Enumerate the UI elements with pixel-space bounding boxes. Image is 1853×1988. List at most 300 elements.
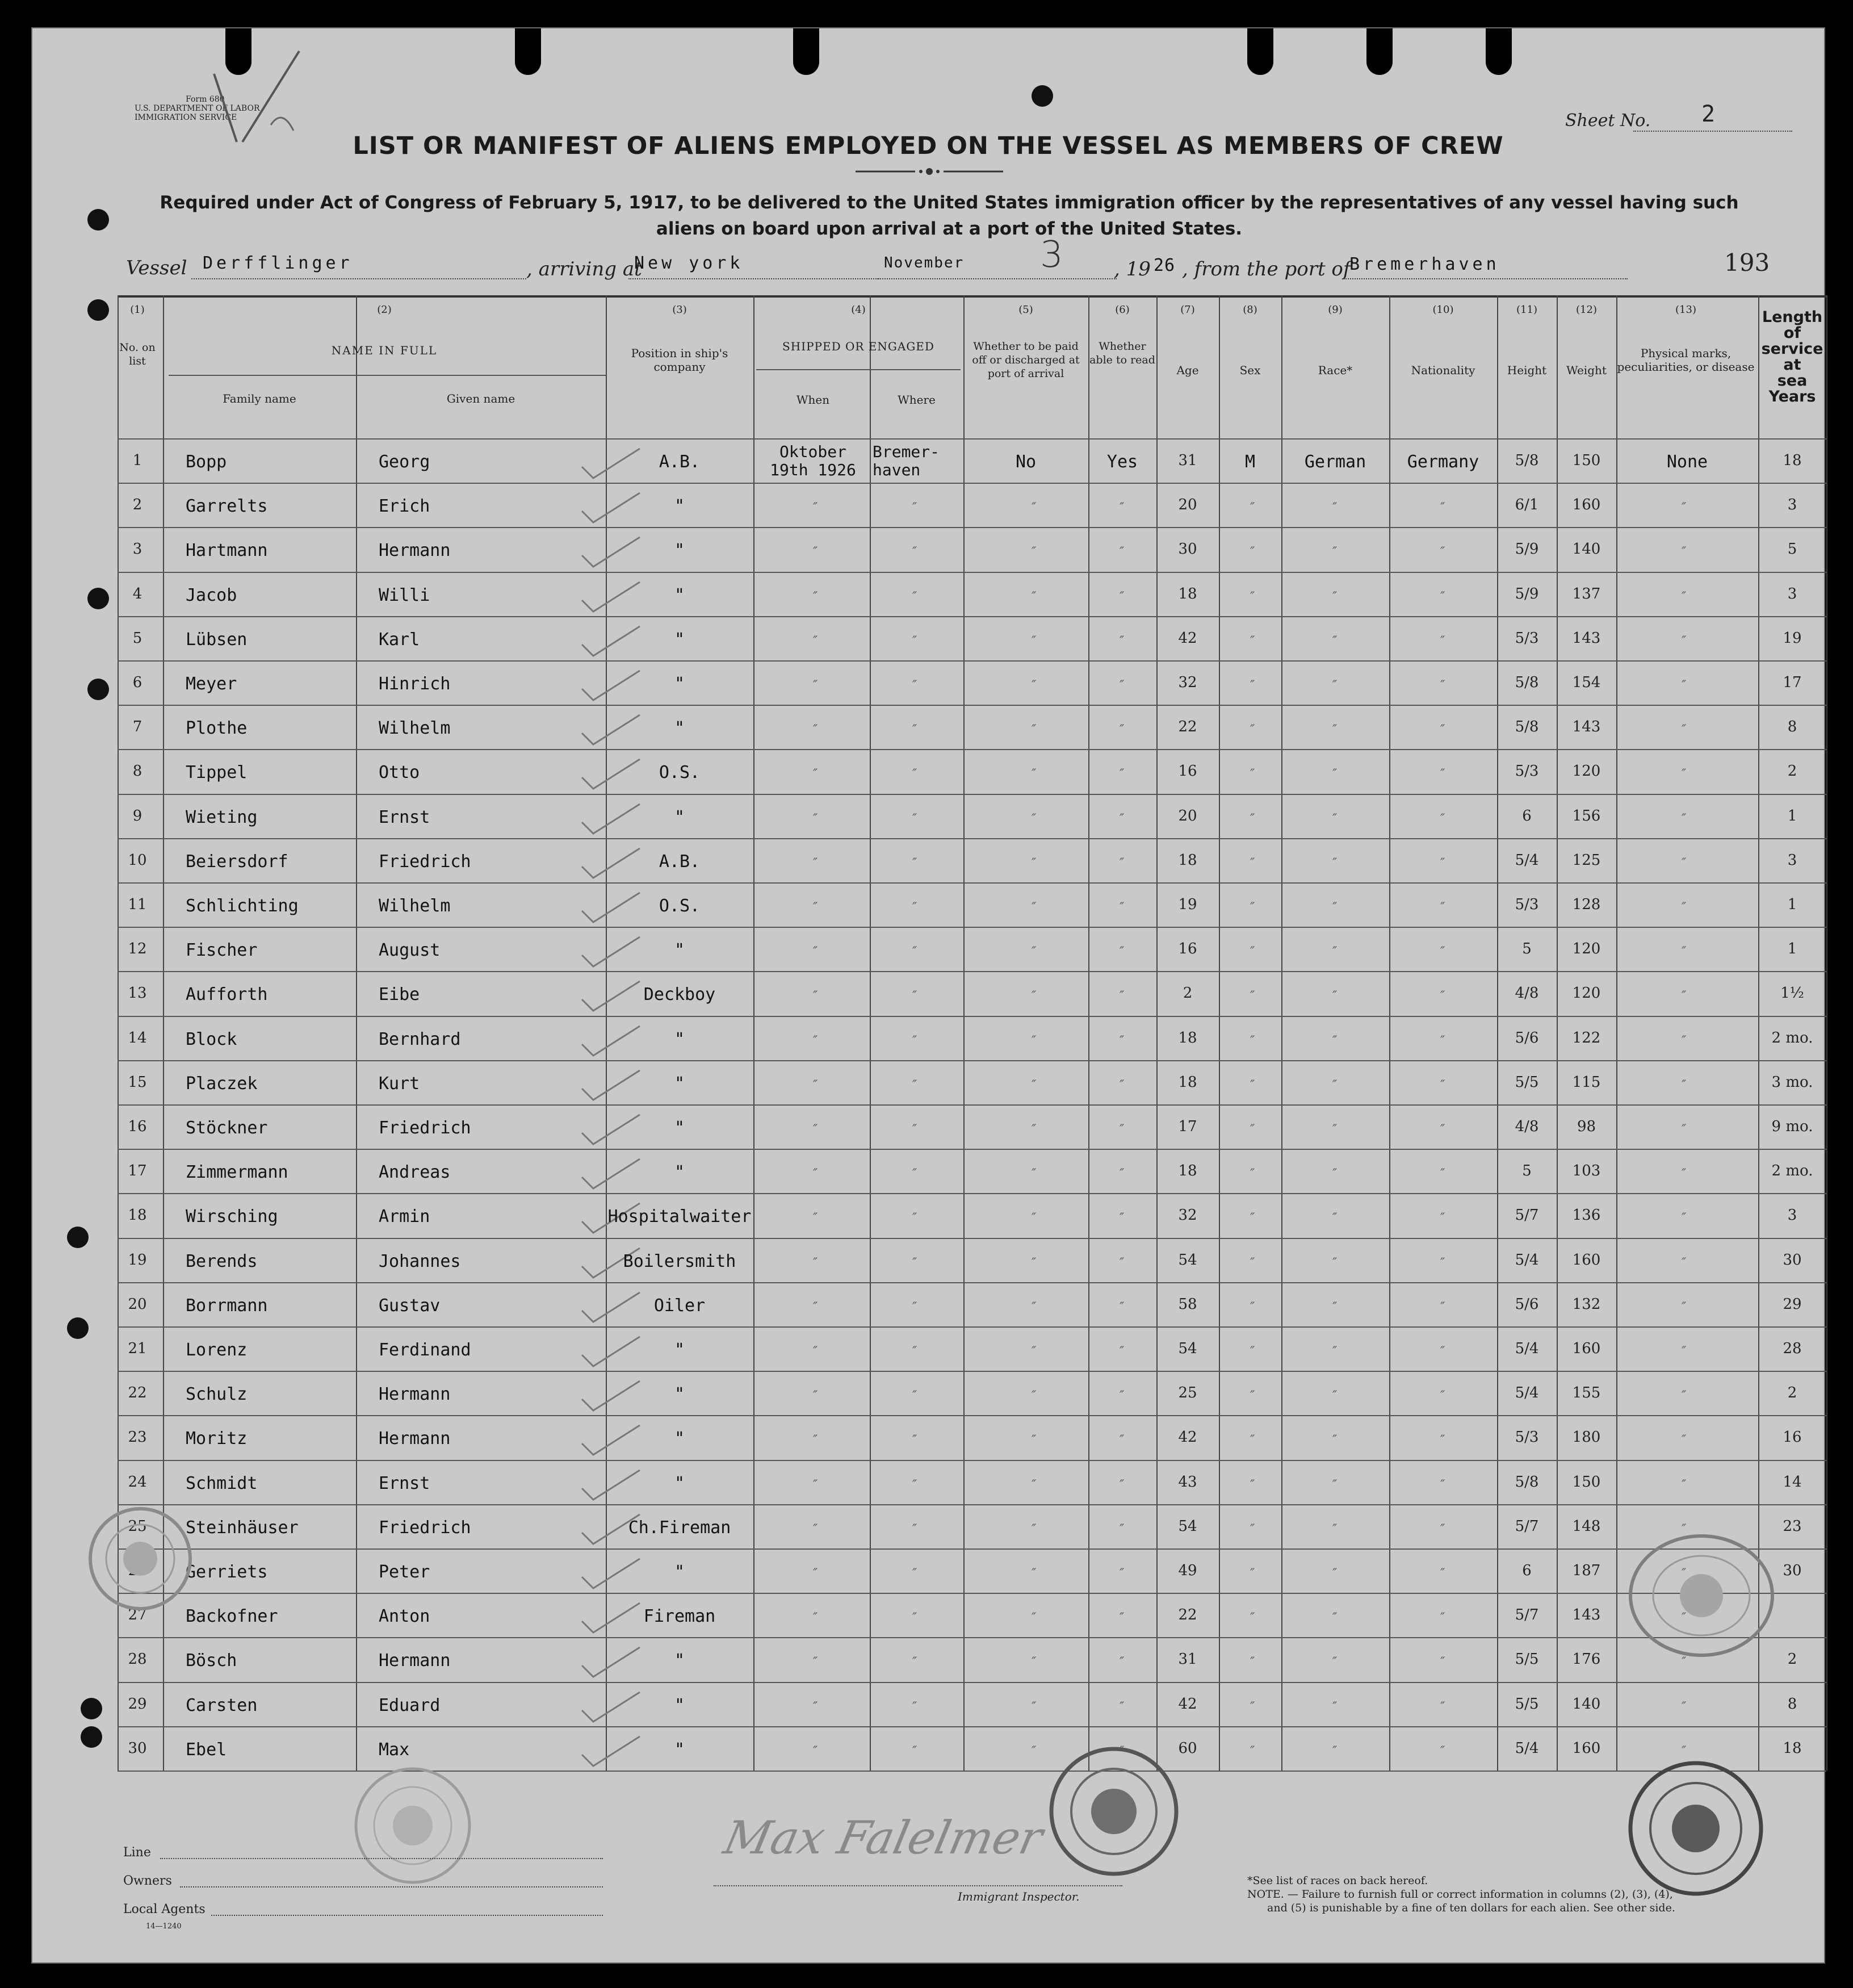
ditto-mark: ″ xyxy=(1682,1389,1687,1404)
ditto-mark: ″ xyxy=(1250,1522,1255,1537)
row-age: 49 xyxy=(1178,1562,1197,1579)
binder-notch xyxy=(1486,28,1512,75)
ditto-mark: ″ xyxy=(912,989,917,1004)
ditto-mark: ″ xyxy=(1032,1389,1037,1404)
row-height: 5/5 xyxy=(1515,1073,1539,1091)
ditto-mark: ″ xyxy=(1120,1389,1125,1404)
sheet-number: 2 xyxy=(1701,101,1716,127)
ditto-mark: ″ xyxy=(1032,767,1037,782)
col8-number: (8) xyxy=(1243,304,1257,316)
ditto-mark: ″ xyxy=(813,1033,818,1048)
header-age: Age xyxy=(1176,363,1199,377)
arriving-label: , arriving at xyxy=(526,258,642,281)
row-given: Friedrich xyxy=(379,1517,471,1538)
row-position: " xyxy=(674,807,685,827)
row-age: 22 xyxy=(1178,1606,1197,1624)
row-height: 5/4 xyxy=(1515,1739,1539,1757)
signature-line xyxy=(714,1885,1122,1886)
row-weight: 115 xyxy=(1572,1073,1601,1091)
ditto-mark: ″ xyxy=(1250,856,1255,870)
header-length-of-service: Length of service at sea Years xyxy=(1761,308,1823,405)
row-when: Oktober 19th 1926 xyxy=(770,442,856,479)
ditto-mark: ″ xyxy=(1032,1478,1037,1492)
row-given: Eibe xyxy=(379,985,420,1005)
row-height: 4/8 xyxy=(1515,985,1539,1002)
ditto-mark: ″ xyxy=(1032,501,1037,516)
punch-hole xyxy=(87,299,109,321)
row-weight: 122 xyxy=(1572,1029,1601,1047)
row-weight: 160 xyxy=(1572,496,1601,514)
punch-hole xyxy=(87,588,109,609)
ditto-mark: ″ xyxy=(1120,545,1125,560)
row-age: 18 xyxy=(1178,585,1197,602)
row-family: Bösch xyxy=(186,1651,237,1671)
ditto-mark: ″ xyxy=(1250,1033,1255,1048)
binder-notch xyxy=(515,28,541,75)
row-position: " xyxy=(674,1739,685,1760)
row-no: 22 xyxy=(128,1384,147,1402)
ditto-mark: ″ xyxy=(1032,1300,1037,1315)
ditto-mark: ″ xyxy=(1032,1033,1037,1048)
row-given: Friedrich xyxy=(379,851,471,872)
row-position: Boilersmith xyxy=(623,1251,736,1271)
row-years: 14 xyxy=(1783,1473,1802,1491)
row-given: Erich xyxy=(379,496,430,517)
row-given: Armin xyxy=(379,1207,430,1227)
consulate-stamp xyxy=(1043,1743,1185,1880)
row-position: Deckboy xyxy=(643,985,716,1005)
ditto-mark: ″ xyxy=(1682,1123,1687,1137)
row-age: 32 xyxy=(1178,1207,1197,1224)
row-height: 5/9 xyxy=(1515,585,1539,602)
name-divider xyxy=(169,375,606,376)
row-no: 24 xyxy=(128,1473,147,1491)
ditto-mark: ″ xyxy=(1120,1345,1125,1359)
ditto-mark: ″ xyxy=(813,1300,818,1315)
ditto-mark: ″ xyxy=(1440,679,1445,693)
row-position: " xyxy=(674,940,685,961)
row-given: Bernhard xyxy=(379,1029,461,1049)
row-position: " xyxy=(674,1029,685,1049)
ditto-mark: ″ xyxy=(1332,1167,1338,1182)
ditto-mark: ″ xyxy=(1440,1433,1445,1448)
row-family: Garrelts xyxy=(186,496,268,517)
ditto-mark: ″ xyxy=(813,501,818,516)
ditto-mark: ″ xyxy=(813,1255,818,1270)
owners-field xyxy=(180,1886,603,1887)
row-weight: 187 xyxy=(1572,1562,1601,1579)
table-row-line xyxy=(118,1326,1826,1328)
col11-number: (11) xyxy=(1516,304,1537,316)
title-ornament xyxy=(856,165,1003,178)
ditto-mark: ″ xyxy=(1440,1567,1445,1581)
row-no: 23 xyxy=(128,1429,147,1446)
punch-hole xyxy=(87,209,109,231)
row-position: " xyxy=(674,1429,685,1449)
row-height: 5/3 xyxy=(1515,896,1539,913)
row-years: 30 xyxy=(1783,1562,1802,1579)
ditto-mark: ″ xyxy=(1032,589,1037,604)
row-no: 3 xyxy=(132,541,142,558)
row-height: 5/7 xyxy=(1515,1606,1539,1624)
ditto-mark: ″ xyxy=(1120,1478,1125,1492)
ditto-mark: ″ xyxy=(1332,1522,1338,1537)
ditto-mark: ″ xyxy=(1332,501,1338,516)
ditto-mark: ″ xyxy=(1250,1389,1255,1404)
table-row-line xyxy=(118,705,1826,706)
row-age: 42 xyxy=(1178,1429,1197,1446)
row-weight: 137 xyxy=(1572,585,1601,602)
binder-notch xyxy=(793,28,819,75)
ditto-mark: ″ xyxy=(1332,634,1338,648)
row-years: 23 xyxy=(1783,1517,1802,1535)
row-position: " xyxy=(674,1695,685,1715)
row-weight: 143 xyxy=(1572,629,1601,647)
row-years: 1½ xyxy=(1780,985,1804,1002)
header-when: When xyxy=(796,393,830,407)
row-position: " xyxy=(674,1162,685,1183)
table-row-line xyxy=(118,1682,1826,1683)
ditto-mark: ″ xyxy=(1440,1078,1445,1093)
row-no: 7 xyxy=(132,718,142,736)
line-label: Line xyxy=(123,1845,151,1860)
row-age: 18 xyxy=(1178,1029,1197,1047)
year-suffix: 26 xyxy=(1154,256,1176,275)
row-given: Friedrich xyxy=(379,1118,471,1138)
penalty-note-2: and (5) is punishable by a fine of ten dollars for each alien. See other side. xyxy=(1267,1902,1675,1914)
row-weight: 120 xyxy=(1572,940,1601,958)
row-no: 1 xyxy=(132,452,142,469)
row-height: 6 xyxy=(1522,1562,1532,1579)
ditto-mark: ″ xyxy=(1440,1522,1445,1537)
row-no: 28 xyxy=(128,1651,147,1668)
col4-number: (4) xyxy=(851,304,866,316)
table-row-line xyxy=(118,1460,1826,1461)
ditto-mark: ″ xyxy=(1440,501,1445,516)
row-age: 54 xyxy=(1178,1340,1197,1357)
row-no: 19 xyxy=(128,1251,147,1269)
table-row-line xyxy=(118,1149,1826,1150)
ditto-mark: ″ xyxy=(1120,501,1125,516)
row-years: 5 xyxy=(1787,541,1797,558)
row-weight: 125 xyxy=(1572,851,1601,869)
vessel-name: Derfflinger xyxy=(203,253,353,273)
owners-label: Owners xyxy=(123,1874,172,1888)
row-weight: 128 xyxy=(1572,896,1601,913)
ditto-mark: ″ xyxy=(1332,989,1338,1004)
row-height: 5/3 xyxy=(1515,629,1539,647)
row-family: Hartmann xyxy=(186,541,268,561)
ditto-mark: ″ xyxy=(912,1744,917,1759)
ditto-mark: ″ xyxy=(1120,811,1125,826)
ditto-mark: ″ xyxy=(1440,1123,1445,1137)
row-given: Wilhelm xyxy=(379,896,451,916)
ditto-mark: ″ xyxy=(1332,1389,1338,1404)
ditto-mark: ″ xyxy=(813,1433,818,1448)
row-given: Peter xyxy=(379,1562,430,1582)
row-no: 21 xyxy=(128,1340,147,1357)
row-years: 17 xyxy=(1783,674,1802,691)
ditto-mark: ″ xyxy=(1250,1478,1255,1492)
ditto-mark: ″ xyxy=(813,767,818,782)
ditto-mark: ″ xyxy=(1440,1033,1445,1048)
ditto-mark: ″ xyxy=(1120,945,1125,960)
row-position: " xyxy=(674,1562,685,1582)
ditto-mark: ″ xyxy=(1250,901,1255,915)
ditto-mark: ″ xyxy=(1440,1744,1445,1759)
ditto-mark: ″ xyxy=(912,1567,917,1581)
row-position: Oiler xyxy=(653,1295,706,1316)
row-family: Wieting xyxy=(186,807,258,827)
row-given: Eduard xyxy=(379,1695,441,1715)
row-weight: 120 xyxy=(1572,985,1601,1002)
ditto-mark: ″ xyxy=(1032,1700,1037,1714)
row-family: Block xyxy=(186,1029,237,1049)
ditto-mark: ″ xyxy=(813,1655,818,1670)
row-family: Jacob xyxy=(186,585,237,605)
row-weight: 150 xyxy=(1572,1473,1601,1491)
ditto-mark: ″ xyxy=(1250,1700,1255,1714)
row-no: 8 xyxy=(132,763,142,780)
table-row-line xyxy=(118,1637,1826,1638)
table-row-line xyxy=(118,1415,1826,1416)
row-height: 5/8 xyxy=(1515,1473,1539,1491)
ditto-mark: ″ xyxy=(1332,767,1338,782)
ditto-mark: ″ xyxy=(1440,1478,1445,1492)
row-family: Zimmermann xyxy=(186,1162,288,1183)
row-no: 27 xyxy=(128,1606,147,1624)
ditto-mark: ″ xyxy=(1032,811,1037,826)
table-row-line xyxy=(118,616,1826,617)
row-given: Georg xyxy=(379,452,430,472)
table-row-line xyxy=(118,572,1826,573)
binder-notch xyxy=(1366,28,1393,75)
row-position: " xyxy=(674,629,685,650)
table-row-line xyxy=(118,1282,1826,1283)
ditto-mark: ″ xyxy=(912,1300,917,1315)
ditto-mark: ″ xyxy=(1682,989,1687,1004)
agents-field xyxy=(211,1915,603,1916)
row-family: Wirsching xyxy=(186,1207,278,1227)
row-position: Fireman xyxy=(643,1606,716,1627)
row-weight: 120 xyxy=(1572,763,1601,780)
col3-number: (3) xyxy=(672,304,687,316)
row-family: Schmidt xyxy=(186,1473,258,1493)
ditto-mark: ″ xyxy=(1682,1611,1687,1626)
ditto-mark: ″ xyxy=(1332,545,1338,560)
ditto-mark: ″ xyxy=(1032,679,1037,693)
ditto-mark: ″ xyxy=(813,545,818,560)
ditto-mark: ″ xyxy=(1332,1655,1338,1670)
ditto-mark: ″ xyxy=(1120,1655,1125,1670)
ditto-mark: ″ xyxy=(1440,1167,1445,1182)
service: IMMIGRATION SERVICE xyxy=(135,113,237,122)
ditto-mark: ″ xyxy=(1250,545,1255,560)
row-family: Borrmann xyxy=(186,1295,268,1316)
header-shipped-engaged: SHIPPED OR ENGAGED xyxy=(782,340,934,353)
ditto-mark: ″ xyxy=(1440,1255,1445,1270)
row-family: Meyer xyxy=(186,674,237,694)
table-row-line xyxy=(118,1371,1826,1372)
row-no: 11 xyxy=(128,896,147,913)
ditto-mark: ″ xyxy=(1250,1611,1255,1626)
sheet-label: Sheet No. xyxy=(1565,111,1651,131)
vessel-line xyxy=(191,278,526,279)
ditto-mark: ″ xyxy=(912,1167,917,1182)
row-years: 2 xyxy=(1787,763,1797,780)
ditto-mark: ″ xyxy=(1032,1611,1037,1626)
punch-hole xyxy=(67,1317,89,1339)
row-years: 3 mo. xyxy=(1771,1073,1813,1091)
row-years: 1 xyxy=(1787,807,1797,825)
ditto-mark: ″ xyxy=(1250,1255,1255,1270)
ditto-mark: ″ xyxy=(1032,634,1037,648)
ditto-mark: ″ xyxy=(1682,811,1687,826)
ditto-mark: ″ xyxy=(912,545,917,560)
ditto-mark: ″ xyxy=(1120,1078,1125,1093)
ditto-mark: ″ xyxy=(1332,811,1338,826)
header-family-name: Family name xyxy=(223,392,296,405)
penalty-note-1: NOTE. — Failure to furnish full or correct information in columns (2), (3), (4), xyxy=(1247,1888,1673,1901)
ditto-mark: ″ xyxy=(1440,901,1445,915)
col7-number: (7) xyxy=(1180,304,1195,316)
ditto-mark: ″ xyxy=(1032,545,1037,560)
ditto-mark: ″ xyxy=(912,1211,917,1226)
ditto-mark: ″ xyxy=(813,723,818,738)
table-top-border xyxy=(118,295,1826,298)
row-age: 58 xyxy=(1178,1295,1197,1313)
row-no: 4 xyxy=(132,585,142,602)
header-paid-off: Whether to be paid off or discharged at port of arrival xyxy=(972,340,1080,380)
row-height: 5/3 xyxy=(1515,1429,1539,1446)
ditto-mark: ″ xyxy=(1332,1611,1338,1626)
ditto-mark: ″ xyxy=(1682,1433,1687,1448)
row-age: 2 xyxy=(1183,985,1193,1002)
row-age: 16 xyxy=(1178,940,1197,958)
table-row-line xyxy=(118,1104,1826,1106)
requirement-text-2: aliens on board upon arrival at a port of the United States. xyxy=(656,219,1243,239)
ditto-mark: ″ xyxy=(1250,1433,1255,1448)
header-where: Where xyxy=(898,393,936,407)
ditto-mark: ″ xyxy=(1032,1123,1037,1137)
row-weight: 98 xyxy=(1577,1118,1596,1135)
row-no: 29 xyxy=(128,1695,147,1713)
row-no: 14 xyxy=(128,1029,147,1047)
ditto-mark: ″ xyxy=(813,1123,818,1137)
ditto-mark: ″ xyxy=(1682,589,1687,604)
page-title: LIST OR MANIFEST OF ALIENS EMPLOYED ON THE VESSEL AS MEMBERS OF CREW xyxy=(353,132,1504,160)
ditto-mark: ″ xyxy=(1332,1300,1338,1315)
ditto-mark: ″ xyxy=(813,1078,818,1093)
row-height: 4/8 xyxy=(1515,1118,1539,1135)
row-position: " xyxy=(674,1651,685,1671)
ditto-mark: ″ xyxy=(1120,589,1125,604)
ditto-mark: ″ xyxy=(1032,1255,1037,1270)
ditto-mark: ″ xyxy=(912,501,917,516)
ditto-mark: ″ xyxy=(1250,945,1255,960)
line-field xyxy=(160,1858,603,1859)
row-family: Beiersdorf xyxy=(186,851,288,872)
table-row-line xyxy=(118,838,1826,839)
ditto-mark: ″ xyxy=(1120,1033,1125,1048)
manifest-sheet xyxy=(31,27,1825,1964)
row-family: Aufforth xyxy=(186,985,268,1005)
ditto-mark: ″ xyxy=(1440,1655,1445,1670)
row-age: 43 xyxy=(1178,1473,1197,1491)
header-name-in-full: NAME IN FULL xyxy=(331,344,438,357)
ditto-mark: ″ xyxy=(1332,589,1338,604)
shipped-divider xyxy=(756,369,961,370)
ditto-mark: ″ xyxy=(1250,1211,1255,1226)
row-height: 5/6 xyxy=(1515,1029,1539,1047)
ditto-mark: ″ xyxy=(1032,723,1037,738)
row-family: Tippel xyxy=(186,763,248,783)
ditto-mark: ″ xyxy=(1682,1700,1687,1714)
row-position: " xyxy=(674,1073,685,1094)
ditto-mark: ″ xyxy=(1440,989,1445,1004)
row-no: 9 xyxy=(132,807,142,825)
table-row-line xyxy=(118,794,1826,795)
ditto-mark: ″ xyxy=(1120,1567,1125,1581)
row-nationality: Germany xyxy=(1407,452,1479,472)
row-given: Karl xyxy=(379,629,420,650)
row-height: 5 xyxy=(1522,1162,1532,1180)
ditto-mark: ″ xyxy=(1440,545,1445,560)
ditto-mark: ″ xyxy=(1682,1567,1687,1581)
row-position: " xyxy=(674,496,685,517)
row-position: " xyxy=(674,674,685,694)
row-family: Backofner xyxy=(186,1606,278,1627)
row-height: 5/4 xyxy=(1515,1340,1539,1357)
table-row-line xyxy=(118,882,1826,884)
ditto-mark: ″ xyxy=(1120,1211,1125,1226)
from-port: Bremerhaven xyxy=(1349,254,1500,274)
ditto-mark: ″ xyxy=(1032,1211,1037,1226)
ditto-mark: ″ xyxy=(1332,1211,1338,1226)
table-column-line xyxy=(1826,295,1827,1771)
row-age: 18 xyxy=(1178,1073,1197,1091)
ditto-mark: ″ xyxy=(1682,723,1687,738)
row-height: 5/5 xyxy=(1515,1695,1539,1713)
ditto-mark: ″ xyxy=(1332,679,1338,693)
ditto-mark: ″ xyxy=(1032,945,1037,960)
ditto-mark: ″ xyxy=(1332,945,1338,960)
ditto-mark: ″ xyxy=(1332,1744,1338,1759)
form-number: Form 680 xyxy=(186,95,225,104)
ditto-mark: ″ xyxy=(813,1522,818,1537)
ditto-mark: ″ xyxy=(1032,1078,1037,1093)
row-no: 13 xyxy=(128,985,147,1002)
consulate-stamp xyxy=(1622,1527,1781,1664)
row-weight: 148 xyxy=(1572,1517,1601,1535)
ditto-mark: ″ xyxy=(1682,501,1687,516)
row-no: 17 xyxy=(128,1162,147,1180)
ditto-mark: ″ xyxy=(1332,1123,1338,1137)
ditto-mark: ″ xyxy=(1682,1300,1687,1315)
row-height: 5 xyxy=(1522,940,1532,958)
row-family: Fischer xyxy=(186,940,258,961)
ditto-mark: ″ xyxy=(912,1078,917,1093)
ditto-mark: ″ xyxy=(1120,989,1125,1004)
ditto-mark: ″ xyxy=(1120,679,1125,693)
row-position: O.S. xyxy=(659,763,701,783)
ditto-mark: ″ xyxy=(1332,1078,1338,1093)
ditto-mark: ″ xyxy=(1682,1744,1687,1759)
ditto-mark: ″ xyxy=(1032,1567,1037,1581)
ditto-mark: ″ xyxy=(1682,856,1687,870)
row-weight: 140 xyxy=(1572,541,1601,558)
ditto-mark: ″ xyxy=(912,811,917,826)
